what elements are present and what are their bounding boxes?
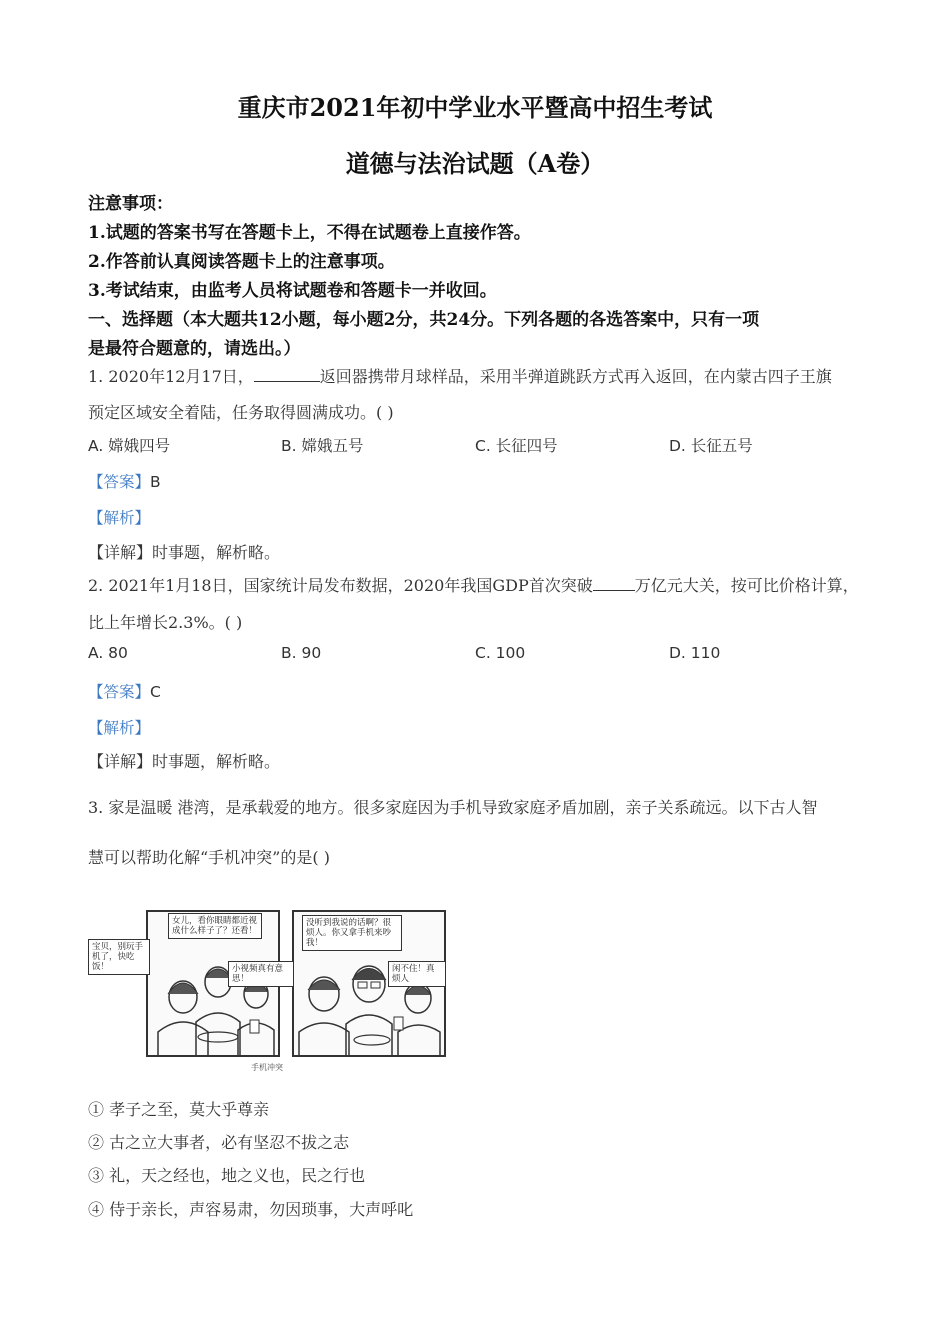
q1-stem-line2: 预定区域安全着陆，任务取得圆满成功。( ) — [88, 403, 394, 422]
q1-option-a: A. 嫦娥四号 — [88, 437, 171, 455]
speech-bubble-3: 小视频真有意思！ — [228, 961, 294, 987]
cartoon-caption: 手机冲突 — [251, 1063, 283, 1072]
q3-item-3: ③ 礼，天之经也，地之义也，民之行也 — [88, 1166, 366, 1185]
note-item-3: 3.考试结束，由监考人员将试题卷和答题卡一并收回。 — [88, 281, 497, 301]
q2-answer — [88, 680, 161, 702]
page-title: 重庆市2021年初中学业水平暨高中招生考试 — [237, 93, 713, 122]
cartoon-image — [88, 905, 446, 1073]
q2-answer-value: C — [150, 683, 161, 701]
q2-analysis-label: 【解析】 — [88, 719, 151, 737]
q1-detail: 【详解】时事题，解析略。 — [88, 543, 281, 562]
q2-stem-line1 — [88, 573, 859, 596]
section-heading-line1: 一、选择题（本大题共12小题，每小题2分，共24分。下列各题的各选答案中，只有一项 — [88, 310, 760, 330]
q1-blank — [254, 367, 320, 382]
q2-stem-line2: 比上年增长2.3%。( ) — [88, 613, 243, 632]
note-item-2: 2.作答前认真阅读答题卡上的注意事项。 — [88, 252, 395, 272]
q2-stem-suffix: 万亿元大关，按可比价格计算， — [634, 576, 859, 595]
q2-answer-label: 【答案】 — [88, 683, 151, 701]
q3-stem-line2: 慧可以帮助化解“手机冲突”的是( ) — [88, 848, 330, 867]
q1-stem-prefix: 1. 2020年12月17日， — [88, 367, 254, 386]
q1-answer-label: 【答案】 — [88, 473, 151, 491]
q2-stem-prefix: 2. 2021年1月18日，国家统计局发布数据，2020年我国GDP首次突破 — [88, 576, 593, 595]
q3-item-1: ① 孝子之至，莫大乎尊亲 — [88, 1100, 270, 1119]
q1-option-b: B. 嫦娥五号 — [281, 437, 364, 455]
q3-item-4: ④ 侍于亲长，声容易肃，勿因琐事，大声呼叱 — [88, 1200, 414, 1219]
q3-stem-line1: 3. 家是温暖 港湾，是承载爱的地方。很多家庭因为手机导致家庭矛盾加剧，亲子关系疏远。以下古人智 — [88, 798, 818, 817]
q1-stem-suffix: 返回器携带月球样品，采用半弹道跳跃方式再入返回，在内蒙古四子王旗 — [319, 367, 832, 386]
q1-answer — [88, 470, 161, 492]
section-heading-line2: 是最符合题意的，请选出。） — [88, 339, 301, 359]
speech-bubble-2: 女儿，看你眼睛都近视成什么样子了？还看！ — [168, 913, 262, 939]
q1-answer-value: B — [150, 473, 161, 491]
q2-detail: 【详解】时事题，解析略。 — [88, 752, 281, 771]
notes-heading: 注意事项： — [88, 194, 173, 214]
q1-option-d: D. 长征五号 — [669, 437, 753, 455]
q2-option-c: C. 100 — [475, 644, 526, 662]
q1-stem-line1 — [88, 364, 832, 387]
speech-bubble-4: 没听到我说的话啊？很烦人。你又拿手机来吵我！ — [302, 915, 402, 951]
q3-item-2: ② 古之立大事者，必有坚忍不拔之志 — [88, 1133, 350, 1152]
page-subtitle: 道德与法治试题（A卷） — [345, 149, 605, 178]
speech-bubble-1: 宝贝，别玩手机了，快吃饭！ — [88, 939, 150, 975]
note-item-1: 1.试题的答案书写在答题卡上，不得在试题卷上直接作答。 — [88, 223, 531, 243]
q2-blank — [593, 576, 635, 591]
speech-bubble-5: 闲不住！真烦人 — [388, 961, 446, 987]
q2-option-a: A. 80 — [88, 644, 128, 662]
q1-analysis-label: 【解析】 — [88, 509, 151, 527]
q2-option-b: B. 90 — [281, 644, 322, 662]
q1-option-c: C. 长征四号 — [475, 437, 558, 455]
q2-option-d: D. 110 — [669, 644, 721, 662]
